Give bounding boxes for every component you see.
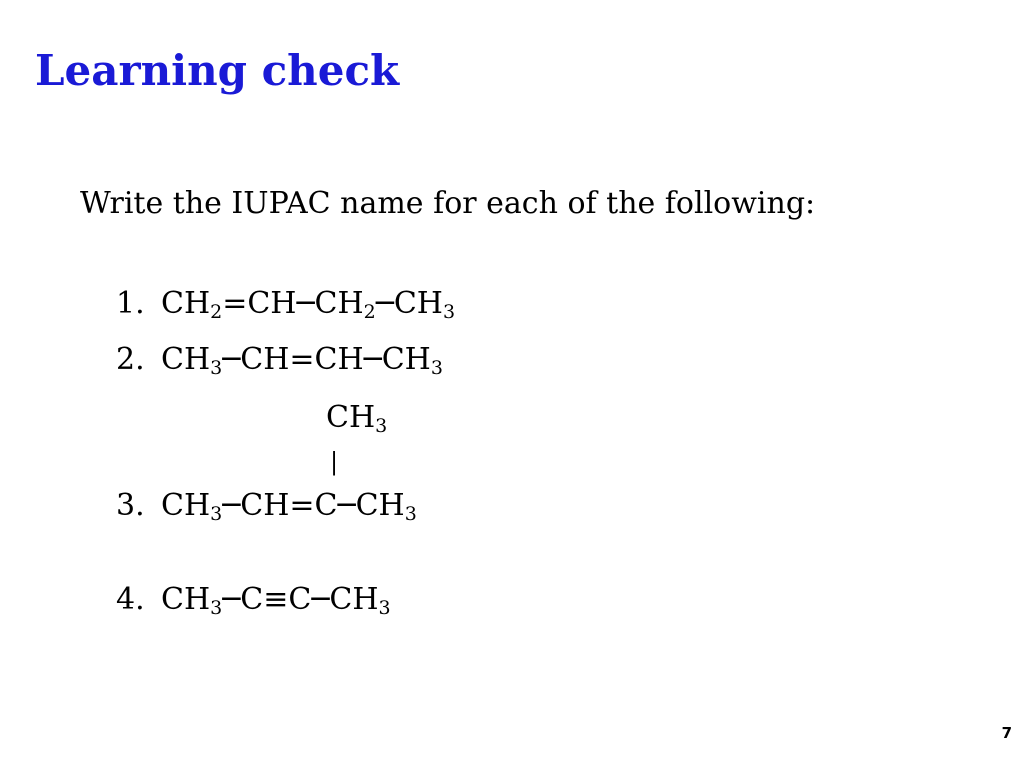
- formula-text: =CH: [222, 286, 297, 321]
- single-bond: ─: [337, 488, 356, 523]
- formula-text: CH: [314, 286, 364, 321]
- formula-3-branch-bond: |: [330, 448, 339, 476]
- formula-text: CH: [329, 582, 379, 617]
- formula-3: [116, 488, 417, 524]
- formula-text: CH: [381, 342, 431, 377]
- formula-text: CH=CH: [240, 342, 364, 377]
- formula-number: 3.: [116, 488, 145, 523]
- formula-text: CH: [161, 582, 211, 617]
- formula-text: CH: [161, 342, 211, 377]
- subscript: 3: [210, 597, 223, 619]
- formula-text: CH: [393, 286, 443, 321]
- single-bond: ─: [222, 342, 241, 377]
- formula-4: [116, 582, 391, 618]
- formula-text: CH=C: [240, 488, 338, 523]
- subscript: 3: [442, 301, 456, 323]
- subscript: 2: [363, 301, 376, 323]
- formula-text: C≡C: [240, 582, 312, 617]
- formula-number: 4.: [116, 582, 145, 617]
- formula-text: CH: [161, 488, 211, 523]
- formula-text: CH: [355, 488, 405, 523]
- formula-text: CH: [161, 286, 211, 321]
- single-bond: ─: [222, 488, 241, 523]
- page-number: 7: [1001, 724, 1012, 742]
- subscript: 3: [378, 597, 391, 619]
- question-prompt: Write the IUPAC name for each of the following:: [80, 186, 816, 221]
- formula-2: [116, 342, 443, 378]
- formula-number: 1.: [116, 286, 145, 321]
- single-bond: ─: [222, 582, 241, 617]
- subscript: 2: [210, 301, 223, 323]
- subscript: 3: [404, 503, 417, 525]
- subscript: 3: [430, 357, 443, 379]
- slide-title: Learning check: [35, 46, 400, 95]
- formula-text: CH: [326, 400, 376, 435]
- single-bond: ─: [363, 342, 382, 377]
- formula-number: 2.: [116, 342, 145, 377]
- single-bond: ─: [375, 286, 394, 321]
- subscript: 3: [210, 503, 223, 525]
- subscript: 3: [375, 415, 388, 437]
- single-bond: ─: [311, 582, 330, 617]
- subscript: 3: [210, 357, 223, 379]
- formula-3-branch-group: [326, 400, 387, 436]
- formula-1: [116, 286, 455, 322]
- single-bond: ─: [296, 286, 315, 321]
